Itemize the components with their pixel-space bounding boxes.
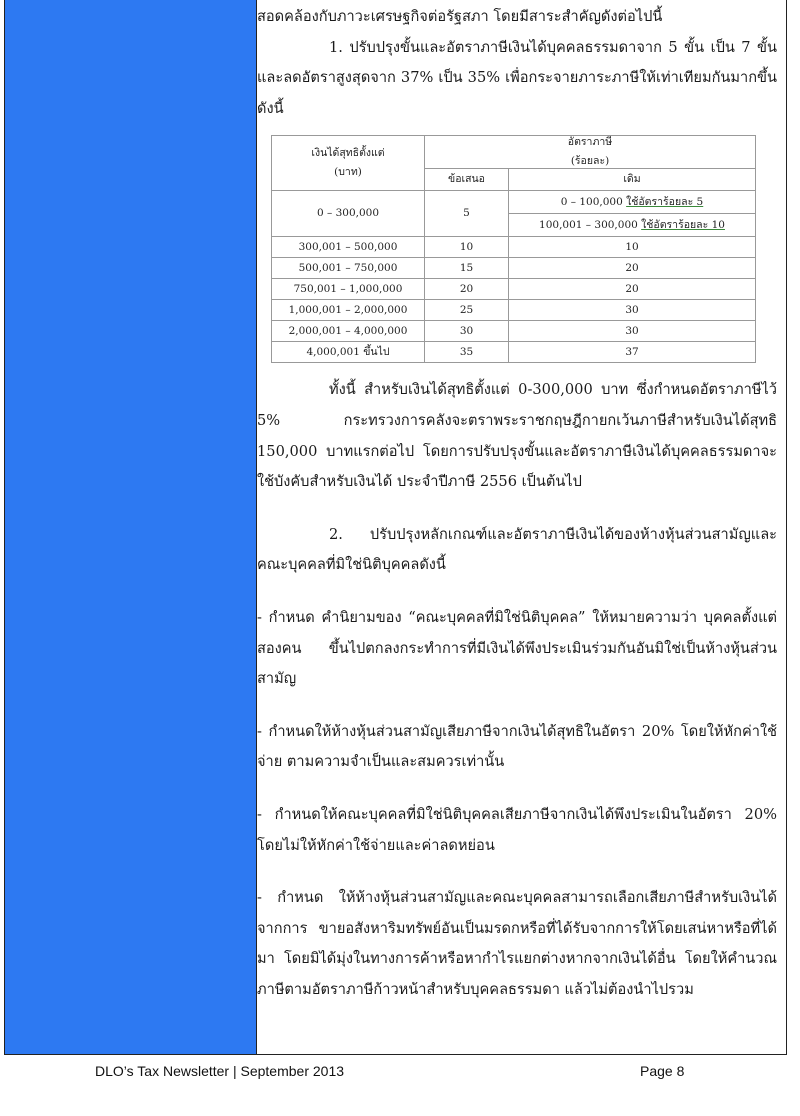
header-income: เงินได้สุทธิตั้งแต่ (บาท)	[272, 136, 425, 191]
table-cell-proposed: 5	[425, 191, 509, 237]
sidebar-color-band	[5, 0, 257, 1054]
table-row	[272, 321, 756, 342]
footer-newsletter-title: DLO’s Tax Newsletter | September 2013	[95, 1063, 345, 1079]
intro-paragraph: สอดคล้องกับภาวะเศรษฐกิจต่อรัฐสภา โดยมีสาระสำคัญดังต่อไปนี้	[257, 8, 663, 25]
bullet-property-sale-option: - กำหนด ให้ห้างหุ้นส่วนสามัญและคณะบุคคลสามารถเลือกเสียภาษีสำหรับเงินได้จากการ ขายอสังหาริมทรัพย์อันเป็นมรดกหรือที่ได้รับจากการให้โดยเสน่หาหรือที่ได้มา โดยมิได้มุ่งในทางการค้าหรือหากำไรแยกต่างหากจากเงินได้อื่น โดยให้คำนวณภาษีตามอัตราภาษีก้าวหน้าสำหรับบุคคลธรรมดา แล้วไม่ต้องนำไปรวม	[257, 889, 777, 998]
header-original: เดิม	[509, 169, 756, 191]
table-cell-income: 4,000,001 ขึ้นไป	[272, 342, 425, 363]
tax-rate-table	[271, 135, 756, 363]
table-cell-original: 30	[509, 300, 756, 321]
table-row	[272, 342, 756, 363]
bullet-definition: - กำหนด คำนิยามของ “คณะบุคคลที่มิใช่นิติบุคคล” ให้หมายความว่า บุคคลตั้งแต่สองคน ขึ้นไปตกลงกระทำการที่มีเงินได้พึงประเมินร่วมกันอันมิใช่เป็นห้างหุ้นส่วน สามัญ	[257, 608, 777, 688]
table-cell-proposed: 10	[425, 237, 509, 258]
table-cell-proposed: 20	[425, 279, 509, 300]
table-cell-proposed: 25	[425, 300, 509, 321]
footer-page-number: Page 8	[640, 1063, 685, 1079]
table-cell-original: 100,001 – 300,000 ใช้อัตราร้อยละ 10	[509, 214, 756, 237]
bullet-partnership-rate: - กำหนดให้ห้างหุ้นส่วนสามัญเสียภาษีจากเงินได้สุทธิในอัตรา 20% โดยให้หักค่าใช้จ่าย ตามความจำเป็นและสมควรเท่านั้น	[257, 722, 777, 771]
table-cell-income: 500,001 – 750,000	[272, 258, 425, 279]
item-2-paragraph: 2. ปรับปรุงหลักเกณฑ์และอัตราภาษีเงินได้ของห้างหุ้นส่วนสามัญและคณะบุคคลที่มิใช่นิติบุคคลดังนี้	[257, 525, 777, 574]
article-body	[257, 2, 777, 1005]
table-cell-original: 20	[509, 279, 756, 300]
table-row	[272, 258, 756, 279]
header-tax-rate: อัตราภาษี (ร้อยละ)	[425, 136, 756, 169]
table-cell-proposed: 15	[425, 258, 509, 279]
header-proposed: ข้อเสนอ	[425, 169, 509, 191]
table-cell-original: 20	[509, 258, 756, 279]
table-cell-original: 0 – 100,000 ใช้อัตราร้อยละ 5	[509, 191, 756, 214]
table-cell-income: 2,000,001 – 4,000,000	[272, 321, 425, 342]
table-cell-proposed: 35	[425, 342, 509, 363]
table-cell-original: 30	[509, 321, 756, 342]
table-row	[272, 300, 756, 321]
table-row	[272, 279, 756, 300]
table-row	[272, 237, 756, 258]
table-cell-income: 1,000,001 – 2,000,000	[272, 300, 425, 321]
item-1-paragraph: 1. ปรับปรุงขั้นและอัตราภาษีเงินได้บุคคลธรรมดาจาก 5 ขั้น เป็น 7 ขั้น และลดอัตราสูงสุดจาก 37% เป็น 35% เพื่อกระจายภาระภาษีให้เท่าเทียมกันมากขึ้นดังนี้	[257, 38, 777, 117]
exemption-paragraph: ทั้งนี้ สำหรับเงินได้สุทธิตั้งแต่ 0-300,000 บาท ซึ่งกำหนดอัตราภาษีไว้ 5% กระทรวงการคลังจะตราพระราชกฤษฎีกายกเว้นภาษีสำหรับเงินได้สุทธิ 150,000 บาทแรกต่อไป โดยการปรับปรุงขั้นและอัตราภาษีเงินได้บุคคลธรรมดาจะใช้บังคับสำหรับเงินได้ ประจำปีภาษี 2556 เป็นต้นไป	[257, 381, 777, 491]
table-cell-original: 37	[509, 342, 756, 363]
table-cell-original: 10	[509, 237, 756, 258]
table-cell-proposed: 30	[425, 321, 509, 342]
table-cell-income: 0 – 300,000	[272, 191, 425, 237]
bullet-body-of-persons-rate: - กำหนดให้คณะบุคคลที่มิใช่นิติบุคคลเสียภาษีจากเงินได้พึงประเมินในอัตรา 20% โดยไม่ให้หักค่าใช้จ่ายและค่าลดหย่อน	[257, 805, 777, 854]
table-cell-income: 300,001 – 500,000	[272, 237, 425, 258]
table-cell-income: 750,001 – 1,000,000	[272, 279, 425, 300]
